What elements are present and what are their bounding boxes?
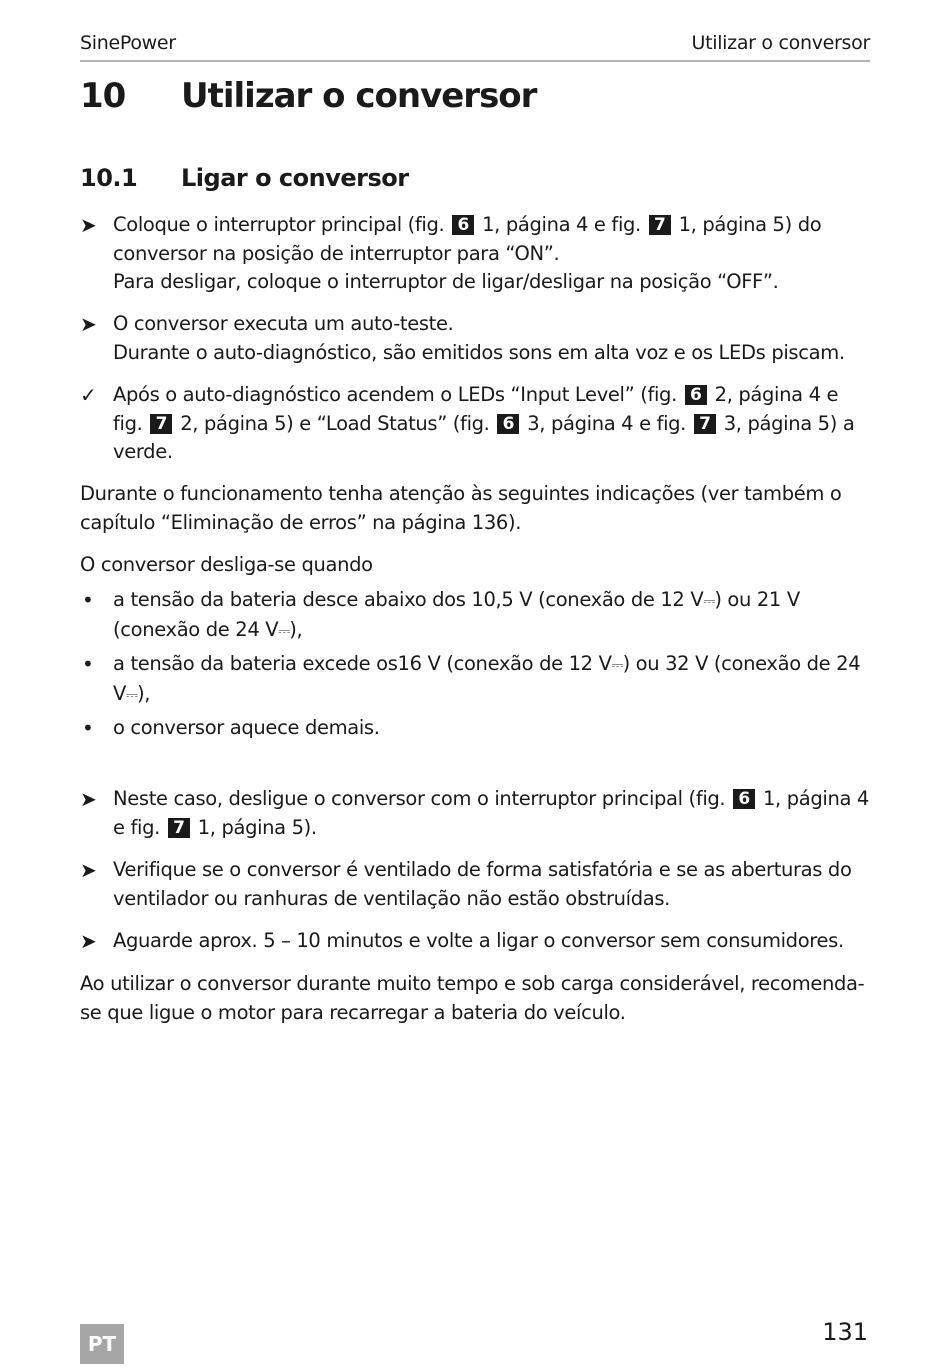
- paragraph: O conversor desliga-se quando: [80, 553, 373, 576]
- list-text: ) ou 21 V (conexão de 24 V: [113, 588, 800, 641]
- instruction-step: [80, 927, 870, 956]
- list-item: [80, 650, 870, 709]
- running-header: [80, 30, 870, 62]
- checkmark-icon: ✓: [80, 383, 97, 407]
- dc-symbol-icon: ⎓: [126, 685, 137, 704]
- bullet-dot-icon: •: [82, 652, 94, 676]
- list-text: ) ou 32 V (conexão de 24 V: [113, 652, 861, 705]
- paragraph: Durante o funcionamento tenha atenção às seguintes indicações (ver também o capítulo “Eliminação de erros” na página 136).: [80, 482, 842, 534]
- result-step: [80, 381, 870, 467]
- paragraph: Ao utilizar o conversor durante muito tempo e sob carga considerável, recomenda-se que ligue o motor para recarregar a bateria do veículo.: [80, 972, 865, 1024]
- step-line: Durante o auto-diagnóstico, são emitidos sons em alta voz e os LEDs piscam.: [113, 340, 845, 364]
- list-text: o conversor aquece demais.: [113, 716, 380, 739]
- list-text: ),: [289, 617, 303, 641]
- result-text-part: 3, página 5) a verde.: [113, 411, 855, 463]
- dc-symbol-icon: ⎓: [703, 592, 715, 610]
- section-title: Ligar o conversor: [181, 164, 409, 192]
- arrow-bullet-icon: ➤: [80, 213, 97, 237]
- instruction-step: [80, 211, 870, 297]
- figure-ref-badge: 6: [497, 414, 519, 434]
- step-text: Coloque o interruptor principal (fig.: [113, 213, 445, 236]
- step-text: Verifique se o conversor é ventilado de forma satisfatória e se as aberturas do ventilador ou ranhuras de ventilação não estão obstruídas.: [113, 858, 852, 910]
- step-text: 1, página 5).: [197, 815, 317, 839]
- step-text: 1, página 4 e fig.: [113, 787, 869, 839]
- chapter-number: 10: [80, 76, 126, 116]
- figure-ref-badge: 6: [685, 385, 707, 405]
- step-text: 1, página 4 e fig.: [482, 213, 641, 236]
- bullet-dot-icon: •: [82, 716, 94, 740]
- figure-ref-badge: 6: [452, 215, 474, 235]
- list-text: a tensão da bateria excede os16 V (conexão de 12 V: [113, 652, 612, 675]
- list-item: [80, 714, 870, 743]
- list-item: [80, 586, 870, 645]
- instruction-step: [80, 310, 870, 367]
- page-number: 131: [822, 1318, 868, 1346]
- header-product: SinePower: [80, 32, 176, 54]
- arrow-bullet-icon: ➤: [80, 787, 97, 811]
- section-number: 10.1: [80, 164, 138, 192]
- result-text-part: 3, página 4 e fig.: [527, 411, 687, 435]
- step-line: O conversor executa um auto-teste.: [113, 312, 454, 335]
- step-text: Neste caso, desligue o conversor com o interruptor principal (fig.: [113, 787, 726, 810]
- result-text-part: 2, página 5) e “Load Status” (fig.: [180, 411, 490, 435]
- figure-ref-badge: 6: [733, 789, 755, 809]
- header-section: Utilizar o conversor: [691, 32, 870, 54]
- figure-ref-badge: 7: [694, 414, 716, 434]
- list-text: a tensão da bateria desce abaixo dos 10,5 V (conexão de 12 V: [113, 588, 704, 611]
- result-text-part: Após o auto-diagnóstico acendem o LEDs “Input Level” (fig.: [113, 383, 677, 406]
- step-line: conversor na posição de interruptor para “ON”.: [113, 241, 560, 265]
- step-line: [113, 211, 870, 240]
- step-text: Aguarde aprox. 5 – 10 minutos e volte a ligar o conversor sem consumidores.: [113, 929, 844, 952]
- list-text: ),: [136, 681, 151, 705]
- instruction-step: [80, 856, 870, 913]
- figure-ref-badge: 7: [168, 818, 190, 838]
- chapter-title: Utilizar o conversor: [181, 76, 537, 116]
- dc-symbol-icon: ⎓: [278, 621, 290, 640]
- result-text: [113, 381, 870, 467]
- arrow-bullet-icon: ➤: [80, 312, 97, 336]
- figure-ref-badge: 7: [649, 215, 671, 235]
- step-text: 1, página 5) do: [678, 213, 822, 236]
- step-line: Para desligar, coloque o interruptor de ligar/desligar na posição “OFF”.: [113, 270, 779, 293]
- dc-symbol-icon: ⎓: [611, 656, 623, 674]
- instruction-step: [80, 785, 870, 842]
- bullet-dot-icon: •: [82, 588, 94, 612]
- figure-ref-badge: 7: [150, 414, 172, 434]
- arrow-bullet-icon: ➤: [80, 858, 97, 882]
- arrow-bullet-icon: ➤: [80, 929, 97, 953]
- result-text-part: 2, página 4 e fig.: [113, 383, 839, 435]
- language-tab: PT: [80, 1324, 124, 1364]
